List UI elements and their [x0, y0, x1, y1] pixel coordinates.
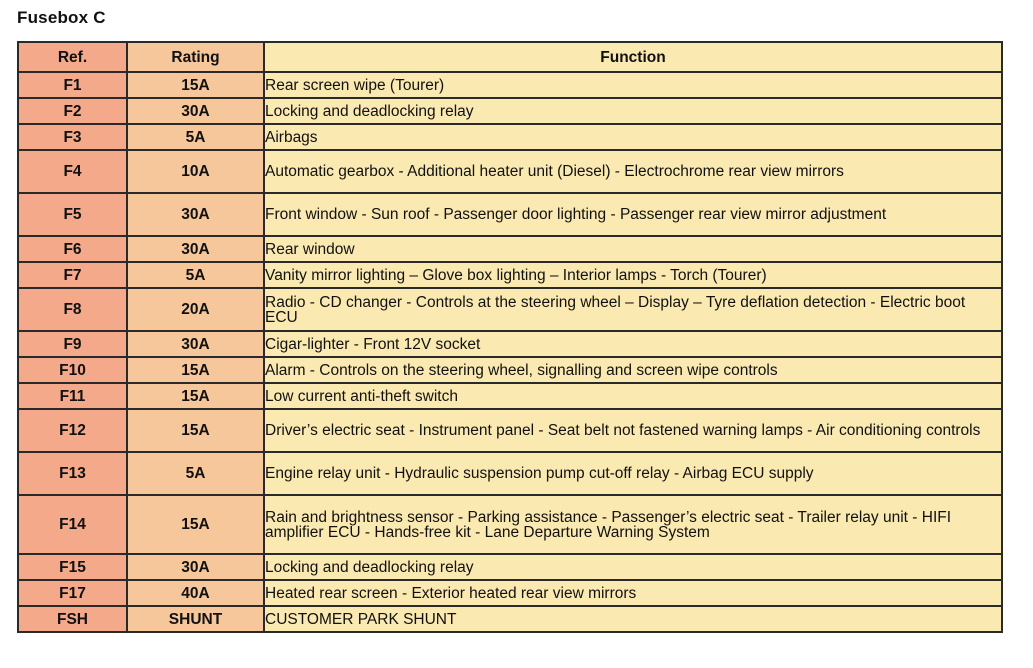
fuse-function: Radio - CD changer - Controls at the steering wheel – Display – Tyre deflation detection - Electric boot ECU	[264, 288, 1002, 331]
table-header-row	[18, 42, 1002, 72]
fuse-function: Engine relay unit - Hydraulic suspension pump cut-off relay - Airbag ECU supply	[264, 452, 1002, 495]
table-row	[18, 288, 1002, 331]
fuse-function: CUSTOMER PARK SHUNT	[264, 606, 1002, 632]
fuse-rating: 30A	[127, 554, 264, 580]
column-header-rating: Rating	[127, 42, 264, 72]
table-row	[18, 606, 1002, 632]
fuse-ref: F11	[18, 383, 127, 409]
fuse-function: Rear screen wipe (Tourer)	[264, 72, 1002, 98]
fuse-function: Vanity mirror lighting – Glove box lighting – Interior lamps - Torch (Tourer)	[264, 262, 1002, 288]
table-row	[18, 331, 1002, 357]
fuse-ref: F4	[18, 150, 127, 193]
fuse-ref: F10	[18, 357, 127, 383]
fuse-rating: 30A	[127, 98, 264, 124]
fuse-ref: F7	[18, 262, 127, 288]
column-header-function: Function	[264, 42, 1002, 72]
fuse-ref: F17	[18, 580, 127, 606]
fuse-function: Locking and deadlocking relay	[264, 98, 1002, 124]
table-row	[18, 495, 1002, 554]
fuse-function: Alarm - Controls on the steering wheel, signalling and screen wipe controls	[264, 357, 1002, 383]
fuse-function: Airbags	[264, 124, 1002, 150]
table-row	[18, 262, 1002, 288]
fuse-rating: 40A	[127, 580, 264, 606]
fuse-ref: F14	[18, 495, 127, 554]
table-row	[18, 98, 1002, 124]
fuse-rating: 20A	[127, 288, 264, 331]
table-row	[18, 236, 1002, 262]
fuse-function: Heated rear screen - Exterior heated rear view mirrors	[264, 580, 1002, 606]
table-row	[18, 452, 1002, 495]
table-row	[18, 580, 1002, 606]
fuse-function: Automatic gearbox - Additional heater unit (Diesel) - Electrochrome rear view mirrors	[264, 150, 1002, 193]
fuse-rating: 10A	[127, 150, 264, 193]
fuse-table	[17, 41, 1003, 633]
table-row	[18, 409, 1002, 452]
fuse-ref: F8	[18, 288, 127, 331]
fuse-rating: 30A	[127, 193, 264, 236]
fuse-rating: 5A	[127, 262, 264, 288]
fuse-rating: 5A	[127, 124, 264, 150]
fuse-rating: 5A	[127, 452, 264, 495]
fuse-ref: F6	[18, 236, 127, 262]
fuse-ref: F2	[18, 98, 127, 124]
fuse-rating: 15A	[127, 409, 264, 452]
fuse-ref: F1	[18, 72, 127, 98]
fuse-rating: 15A	[127, 495, 264, 554]
fuse-function: Locking and deadlocking relay	[264, 554, 1002, 580]
fuse-ref: F15	[18, 554, 127, 580]
table-row	[18, 554, 1002, 580]
fuse-rating: 15A	[127, 357, 264, 383]
fuse-function: Cigar-lighter - Front 12V socket	[264, 331, 1002, 357]
page-title: Fusebox C	[17, 8, 106, 27]
fuse-ref: F12	[18, 409, 127, 452]
table-row	[18, 357, 1002, 383]
fuse-rating: 15A	[127, 72, 264, 98]
table-row	[18, 124, 1002, 150]
table-row	[18, 72, 1002, 98]
fuse-ref: F9	[18, 331, 127, 357]
fuse-ref: F5	[18, 193, 127, 236]
fuse-function: Low current anti-theft switch	[264, 383, 1002, 409]
table-row	[18, 193, 1002, 236]
fuse-function: Front window - Sun roof - Passenger door lighting - Passenger rear view mirror adjustment	[264, 193, 1002, 236]
fuse-rating: 15A	[127, 383, 264, 409]
fuse-function: Rear window	[264, 236, 1002, 262]
fuse-ref: F13	[18, 452, 127, 495]
table-row	[18, 150, 1002, 193]
fuse-rating: SHUNT	[127, 606, 264, 632]
fuse-ref: FSH	[18, 606, 127, 632]
fuse-function: Rain and brightness sensor - Parking assistance - Passenger’s electric seat - Trailer relay unit - HIFI amplifier ECU - Hands-free kit - Lane Departure Warning System	[264, 495, 1002, 554]
fuse-function: Driver’s electric seat - Instrument panel - Seat belt not fastened warning lamps - Air conditioning controls	[264, 409, 1002, 452]
table-row	[18, 383, 1002, 409]
fuse-ref: F3	[18, 124, 127, 150]
column-header-ref: Ref.	[18, 42, 127, 72]
fuse-rating: 30A	[127, 236, 264, 262]
fuse-rating: 30A	[127, 331, 264, 357]
